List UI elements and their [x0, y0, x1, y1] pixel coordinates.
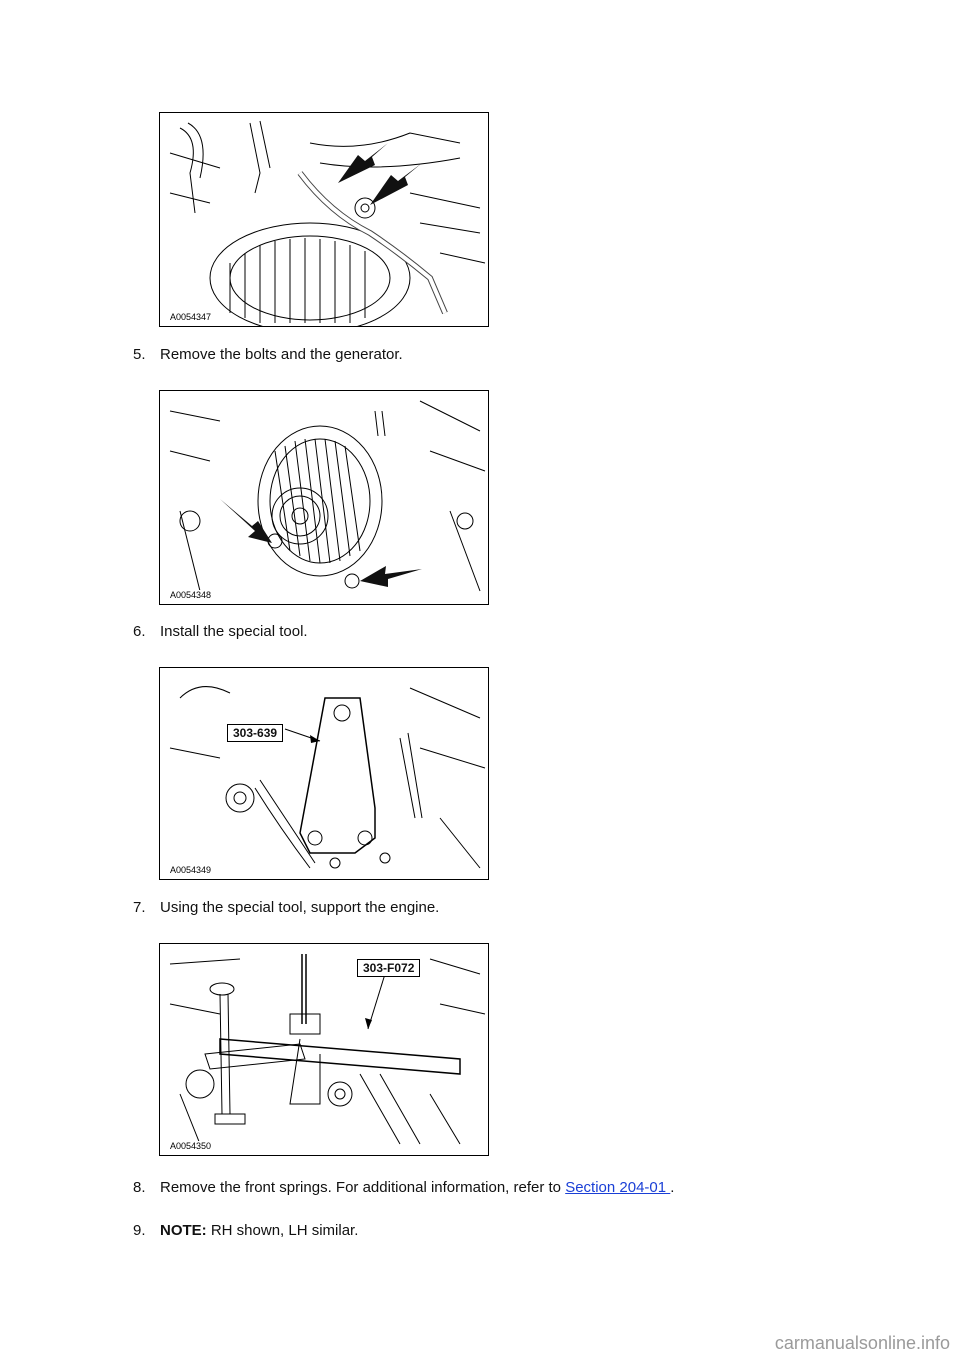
step-number: 6.	[133, 623, 146, 640]
generator-illustration	[160, 391, 488, 604]
step-text: Remove the front springs. For additional information, refer to	[160, 1179, 566, 1196]
step-6	[133, 623, 308, 641]
tool-callout-label: 303-639	[227, 724, 283, 742]
tool-callout-label: 303-F072	[357, 959, 420, 977]
figure-id: A0054349	[170, 865, 212, 875]
engine-illustration	[160, 113, 488, 326]
step-text: Remove the bolts and the generator.	[160, 346, 403, 363]
figure-id: A0054347	[170, 312, 212, 322]
watermark-footer: carmanualsonline.info	[774, 1333, 950, 1353]
figure-a0054347	[159, 112, 489, 327]
step-number: 9.	[133, 1222, 146, 1239]
step-8	[133, 1179, 674, 1197]
step-number: 7.	[133, 899, 146, 916]
note-label: NOTE:	[160, 1222, 207, 1239]
step-7	[133, 899, 439, 917]
step-text: RH shown, LH similar.	[206, 1222, 359, 1239]
figure-a0054348	[159, 390, 489, 605]
step-text: Using the special tool, support the engine.	[160, 899, 440, 916]
step-5	[133, 346, 403, 364]
step-number: 5.	[133, 346, 146, 363]
engine-support-illustration	[160, 944, 488, 1155]
figure-a0054350	[159, 943, 489, 1156]
step-text-end: .	[670, 1179, 675, 1196]
figure-id: A0054350	[170, 1141, 212, 1151]
special-tool-illustration	[160, 668, 488, 879]
step-number: 8.	[133, 1179, 146, 1196]
step-text: Install the special tool.	[160, 623, 308, 640]
step-9	[133, 1222, 358, 1240]
figure-id: A0054348	[170, 590, 212, 600]
figure-a0054349	[159, 667, 489, 880]
section-204-01-link[interactable]: Section 204-01	[565, 1179, 671, 1196]
